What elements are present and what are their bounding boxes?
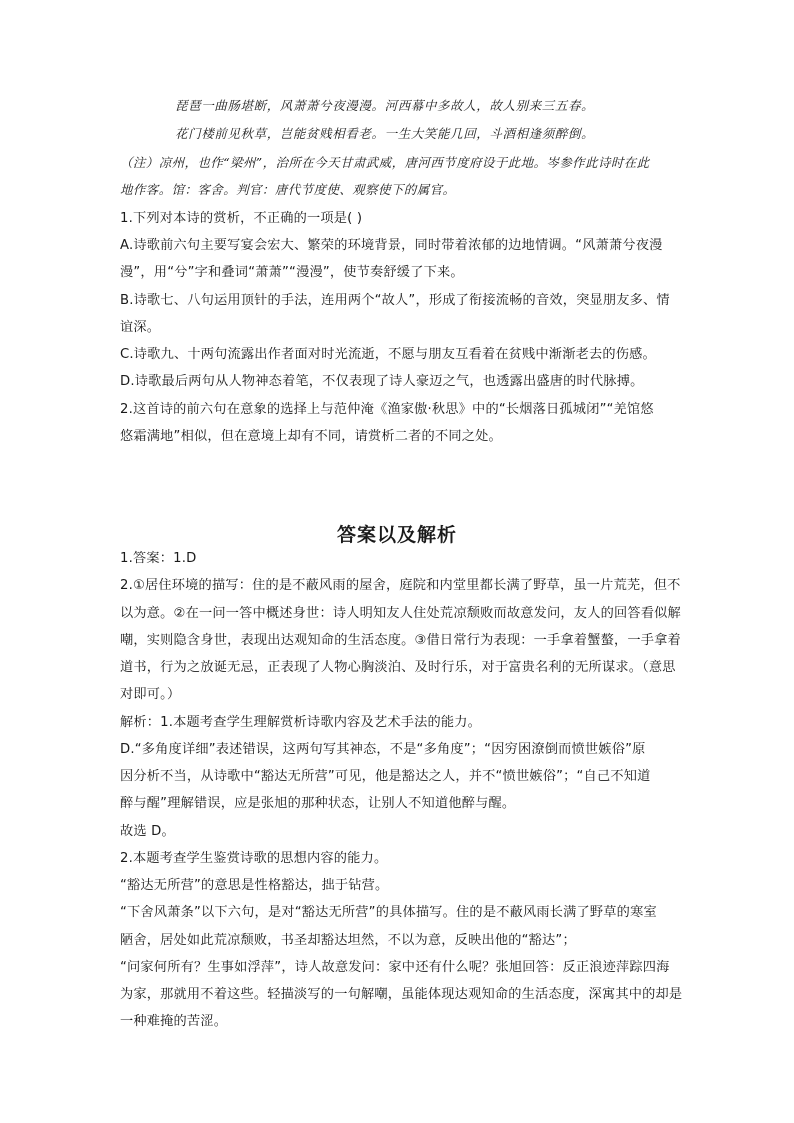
option-b-line-1: B.诗歌七、八句运用顶针的手法，连用两个“故人”，形成了衔接流畅的音效，突显朋友多、情 xyxy=(120,293,670,308)
answer-line: 1.答案：1.D xyxy=(120,551,197,566)
analysis-line: 故选 D。 xyxy=(120,824,175,839)
analysis-line: “下舍风萧条”以下六句，是对“豁达无所营”的具体描写。住的是不蔽风雨长满了野草的寒室 xyxy=(120,905,657,920)
analysis-line: “豁达无所营”的意思是性格豁达，拙于钻营。 xyxy=(120,878,389,893)
analysis-line: 醉与醒”理解错误，应是张旭的那种状态，让别人不知道他醉与醒。 xyxy=(120,796,516,811)
answer-line: 嘲，实则隐含身世，表现出达观知命的生活态度。③借日常行为表现：一手拿着蟹螯，一手拿着 xyxy=(120,633,681,648)
question-2-line-1: 2.这首诗的前六句在意象的选择上与范仲淹《渔家傲·秋思》中的“长烟落日孤城闭”“羌馆悠 xyxy=(120,402,654,417)
poem-line-1: 琵琶一曲肠堪断，风萧萧兮夜漫漫。河西幕中多故人，故人别来三五春。 xyxy=(175,98,595,113)
analysis-line: 2.本题考查学生鉴赏诗歌的思想内容的能力。 xyxy=(120,851,388,866)
option-b-line-2: 谊深。 xyxy=(120,320,161,335)
analysis-line: 解析：1.本题考查学生理解赏析诗歌内容及艺术手法的能力。 xyxy=(120,715,482,730)
analysis-line: 因分析不当，从诗歌中“豁达无所营”可见，他是豁达之人，并不“愤世嫉俗”；“自己不知道 xyxy=(120,769,651,784)
option-c: C.诗歌九、十两句流露出作者面对时光流逝，不愿与朋友互看着在贫贱中渐渐老去的伤感。 xyxy=(120,347,656,362)
analysis-line: 陋舍，居处如此荒凉颓败，书圣却豁达坦然，不以为意，反映出他的“豁达”； xyxy=(120,933,576,948)
answer-line: 以为意。②在一问一答中概述身世：诗人明知友人住处荒凉颓败而故意发问，友人的回答看似解 xyxy=(120,606,681,621)
answer-line: 2.①居住环境的描写：住的是不蔽风雨的屋舍，庭院和内堂里都长满了野草，虽一片荒芜，但不 xyxy=(120,578,681,593)
question-2-line-2: 悠霜满地”相似，但在意境上却有不同，请赏析二者的不同之处。 xyxy=(120,429,502,444)
analysis-line: D.“多角度详细”表述错误，这两句写其神态，不是“多角度”；“因穷困潦倒而愤世嫉俗”原 xyxy=(120,742,646,757)
answer-section-title: 答案以及解析 xyxy=(336,524,457,546)
analysis-line: 为家，那就用不着这些。轻描淡写的一句解嘲，虽能体现达观知命的生活态度，深寓其中的却是 xyxy=(120,987,683,1002)
answer-line: 对即可。） xyxy=(120,687,181,702)
question-1-stem: 1.下列对本诗的赏析，不正确的一项是( ) xyxy=(120,211,363,226)
note-line-2: 地作客。馆：客舍。判官：唐代节度使、观察使下的属官。 xyxy=(120,182,456,197)
note-line-1: （注）凉州，也作“梁州”，治所在今天甘肃武威，唐河西节度府设于此地。岑参作此诗时在此 xyxy=(120,155,650,170)
option-d: D.诗歌最后两句从人物神态着笔，不仅表现了诗人豪迈之气，也透露出盛唐的时代脉搏。 xyxy=(120,374,644,389)
analysis-line: “问家何所有？生事如浮萍”，诗人故意发问：家中还有什么呢？张旭回答：反正浪迹萍踪四海 xyxy=(120,960,670,975)
answer-line: 道书，行为之放诞无忌，正表现了人物心胸淡泊、及时行乐，对于富贵名利的无所谋求。（意思 xyxy=(120,660,676,675)
poem-line-2: 花门楼前见秋草，岂能贫贱相看老。一生大笑能几回，斗酒相逢须醉倒。 xyxy=(175,126,595,141)
option-a-line-2: 漫”，用“兮”字和叠词“萧萧”“漫漫”，使节奏舒缓了下来。 xyxy=(120,265,464,280)
option-a-line-1: A.诗歌前六句主要写宴会宏大、繁荣的环境背景，同时带着浓郁的边地情调。“风萧萧兮夜漫 xyxy=(120,238,663,253)
analysis-line: 一种难掩的苦涩。 xyxy=(120,1014,228,1029)
